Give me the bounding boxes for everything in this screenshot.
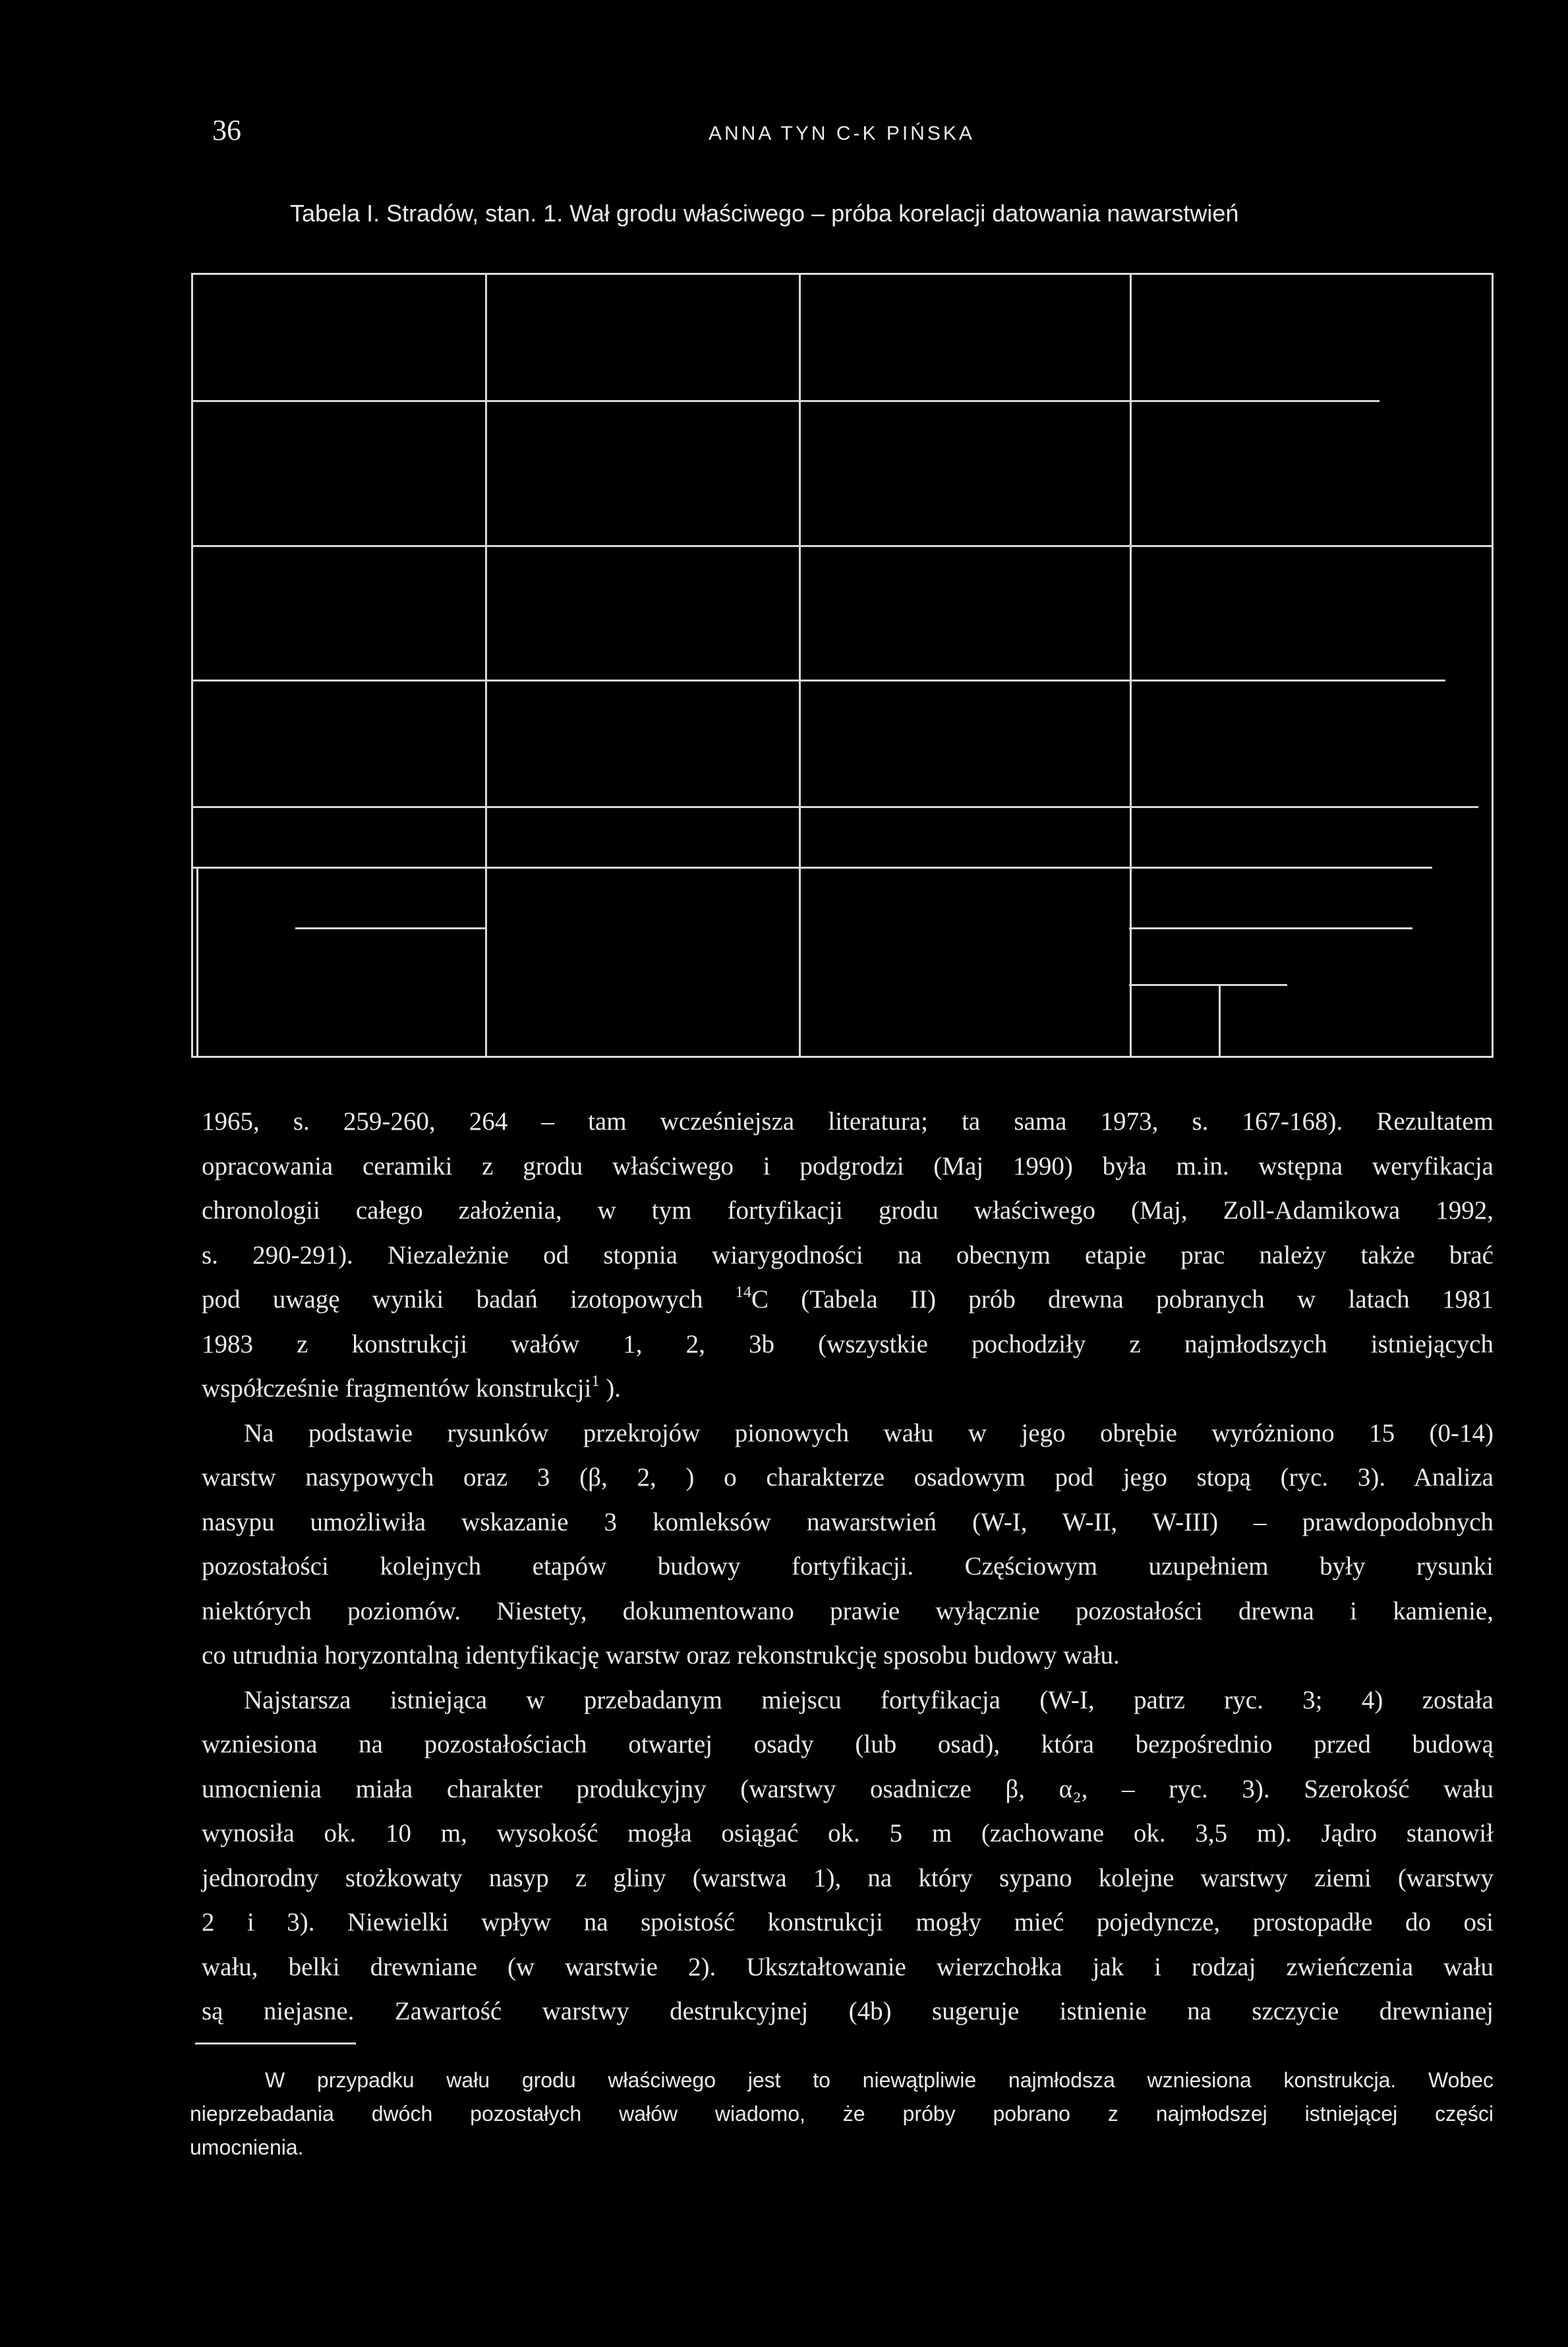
table-cell-divider xyxy=(196,867,198,1056)
footnote-line: nieprzebadania dwóch pozostałych wałów wiadomo, że próby pobrano z najmłodszej istniejącej części xyxy=(190,2102,1494,2126)
body-text xyxy=(202,1099,1494,2034)
table-caption: Tabela I. Stradów, stan. 1. Wał grodu właściwego – próba korelacji datowania nawarstwień xyxy=(290,200,1239,227)
body-line: 1983 z konstrukcji wałów 1, 2, 3b (wszystkie pochodziły z najmłodszych istniejących xyxy=(202,1329,1494,1358)
body-line: Najstarsza istniejąca w przebadanym miejscu fortyfikacja (W-I, patrz ryc. 3; 4) została xyxy=(244,1685,1494,1714)
body-line: 1965, s. 259-260, 264 – tam wcześniejsza literatura; ta sama 1973, s. 167-168). Rezultatem xyxy=(202,1107,1494,1136)
table-row-rule xyxy=(1129,984,1287,986)
body-line: co utrudnia horyzontalną identyfikację warstw oraz rekonstrukcję sposobu budowy wału. xyxy=(202,1641,1120,1669)
table-column-divider xyxy=(1130,275,1132,1056)
body-line: opracowania ceramiki z grodu właściwego i podgrodzi (Maj 1990) była m.in. wstępna weryfikacja xyxy=(202,1151,1494,1180)
body-line: Na podstawie rysunków przekrojów pionowych wału w jego obrębie wyróżniono 15 (0-14) xyxy=(244,1418,1494,1447)
table-column-divider xyxy=(799,275,801,1056)
table-row-rule xyxy=(193,400,1248,402)
footnote-line: umocnienia. xyxy=(190,2135,304,2159)
footnote xyxy=(190,2064,1494,2164)
table-row-rule xyxy=(1129,927,1412,929)
footnote-separator xyxy=(195,2043,356,2044)
body-line: wzniesiona na pozostałościach otwartej osady (lub osad), która bezpośrednio przed budową xyxy=(202,1730,1494,1758)
body-line: chronologii całego założenia, w tym fortyfikacji grodu właściwego (Maj, Zoll-Adamikowa 1992, xyxy=(202,1196,1494,1225)
body-line-part: C (Tabela II) prób drewna pobranych w latach 1981 xyxy=(751,1285,1494,1314)
running-header-author: ANNA TYN C-K PIŃSKA xyxy=(709,123,975,144)
page-number: 36 xyxy=(212,114,241,146)
body-line: umocnienia miała charakter produkcyjny (warstwy osadnicze β, α₂, – ryc. 3). Szerokość wału xyxy=(202,1774,1494,1803)
body-line: nasypu umożliwiła wskazanie 3 komleksów nawarstwień (W-I, W-II, W-III) – prawdopodobnych xyxy=(202,1507,1494,1536)
body-line-part: ). xyxy=(599,1374,621,1403)
body-line-part: współcześnie fragmentów konstrukcji xyxy=(202,1374,592,1403)
footnote-line: W przypadku wału grodu właściwego jest to niewątpliwie najmłodsza wzniesiona konstrukcja. Wobec xyxy=(265,2068,1494,2092)
body-line: niektórych poziomów. Niestety, dokumentowano prawie wyłącznie pozostałości drewna i kamienie, xyxy=(202,1596,1494,1625)
table-row-rule xyxy=(193,867,1432,869)
table-row-rule xyxy=(295,927,486,929)
body-line: wału, belki drewniane (w warstwie 2). Ukształtowanie wierzchołka jak i rodzaj zwieńczenia wału xyxy=(202,1952,1494,1981)
body-line: są niejasne. Zawartość warstwy destrukcyjnej (4b) sugeruje istnienie na szczycie drewnianej xyxy=(202,1997,1494,2025)
table-row-rule xyxy=(193,680,1445,681)
isotope-superscript: 14 xyxy=(735,1283,751,1301)
body-line: warstw nasypowych oraz 3 (β, 2, ) o charakterze osadowym pod jego stopą (ryc. 3). Analiza xyxy=(202,1463,1494,1492)
body-line-part: pod uwagę wyniki badań izotopowych xyxy=(202,1285,736,1314)
body-line: pozostałości kolejnych etapów budowy fortyfikacji. Częściowym uzupełniem były rysunki xyxy=(202,1552,1494,1580)
body-line: s. 290-291). Niezależnie od stopnia wiarygodności na obecnym etapie prac należy także brać xyxy=(202,1240,1494,1269)
body-line: jednorodny stożkowaty nasyp z gliny (warstwa 1), na który sypano kolejne warstwy ziemi (warstwy xyxy=(202,1863,1494,1892)
body-line: wynosiła ok. 10 m, wysokość mogła osiągać ok. 5 m (zachowane ok. 3,5 m). Jądro stanowił xyxy=(202,1819,1494,1847)
footnote-marker: 1 xyxy=(591,1372,600,1390)
table-row-rule xyxy=(193,806,1478,808)
body-line: 2 i 3). Niewielki wpływ na spoistość konstrukcji mogły mieć pojedyncze, prostopadłe do osi xyxy=(202,1908,1494,1936)
table-grid xyxy=(191,273,1494,1058)
body-line xyxy=(202,1366,1494,1411)
body-line xyxy=(202,1277,1494,1322)
table-cell-divider xyxy=(1219,984,1221,1056)
table-row-rule xyxy=(1142,400,1379,402)
table-column-divider xyxy=(485,275,487,1056)
table-row-rule xyxy=(193,545,1492,547)
